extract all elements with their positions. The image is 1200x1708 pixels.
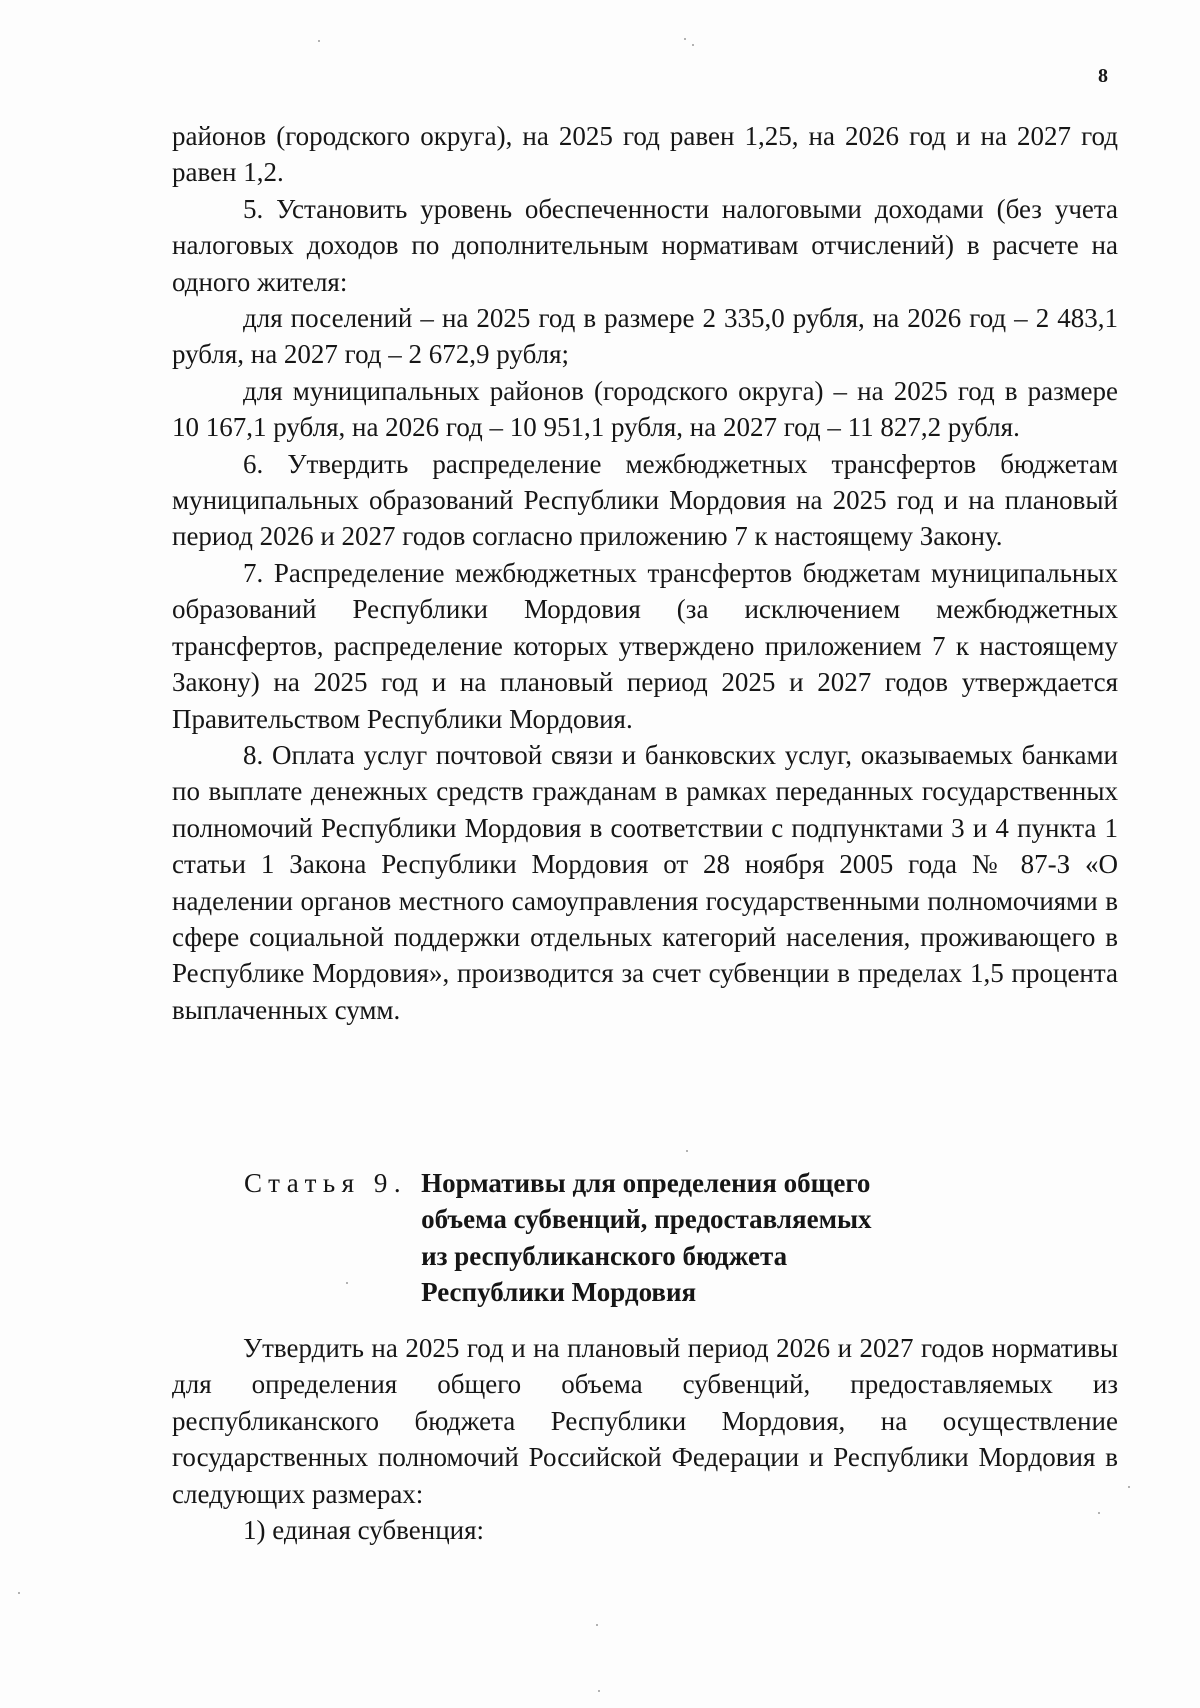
paragraph-item-6: 6. Утвердить распределение межбюджетных трансфертов бюджетам муниципальных образований Республики Мордовия на 2025 год и на плановый период 2026 и 2027 годов согласно приложению 7 к настоящему Закону.	[172, 448, 1118, 552]
scan-speck	[692, 44, 694, 46]
scan-speck	[684, 38, 686, 40]
page-number: 8	[1098, 65, 1108, 87]
paragraph-districts-level: для муниципальных районов (городского округа) – на 2025 год в размере 10 167,1 рубля, на 2026 год – 10 951,1 рубля, на 2027 год – 11 827,2 рубля.	[172, 375, 1118, 443]
paragraph-item-8: 8. Оплата услуг почтовой связи и банковских услуг, оказываемых банками по выплате денежных средств гражданам в рамках переданных государственных полномочий Республики Мордовия в соответствии с подпунктами 3 и 4 пункта 1 статьи 1 Закона Республики Мордовия от 28 ноября 2005 года № 87-З «О наделении органов местного самоуправления государственными полномочиями в сфере социальной поддержки отдельных категорий населения, проживающего в Республике Мордовия», производится за счет субвенции в пределах 1,5 процента выплаченных сумм.	[172, 739, 1118, 1025]
article-title-line: из республиканского бюджета	[421, 1240, 788, 1271]
scan-speck	[1098, 1512, 1100, 1514]
article-title-line: Республики Мордовия	[421, 1277, 697, 1308]
article-title-line: Нормативы для определения общего	[421, 1168, 871, 1198]
paragraph-single-subvention: 1) единая субвенция:	[243, 1515, 485, 1546]
paragraph-item-5: 5. Установить уровень обеспеченности налоговыми доходами (без учета налоговых доходов по дополнительным нормативам отчислений) в расчете на одного жителя:	[172, 193, 1118, 297]
article-title-line: объема субвенций, предоставляемых	[421, 1204, 872, 1235]
paragraph-norms-approval: Утвердить на 2025 год и на плановый период 2026 и 2027 годов нормативы для определения общего объема субвенций, предоставляемых из республиканского бюджета Республики Мордовия, на осуществление государственных полномочий Российской Федерации и Республики Мордовия в следующих размерах:	[172, 1333, 1118, 1509]
paragraph-settlements-level: для поселений – на 2025 год в размере 2 335,0 рубля, на 2026 год – 2 483,1 рубля, на 2027 год – 2 672,9 рубля;	[172, 303, 1118, 370]
body-text-bottom	[172, 1330, 1118, 1548]
scan-speck	[18, 1592, 20, 1594]
scan-speck	[596, 1624, 598, 1626]
article-title	[421, 1165, 901, 1311]
scan-speck	[598, 1690, 600, 1692]
article-label: Статья 9.	[244, 1168, 408, 1198]
scan-speck	[1128, 1486, 1130, 1488]
scan-speck	[346, 1282, 348, 1284]
article-heading	[244, 1165, 1044, 1311]
paragraph-continuation: районов (городского округа), на 2025 год равен 1,25, на 2026 год и на 2027 год равен 1,2.	[172, 121, 1118, 188]
scan-speck	[686, 1150, 688, 1152]
body-text-top	[172, 118, 1118, 1028]
scan-speck	[318, 40, 320, 42]
paragraph-item-7: 7. Распределение межбюджетных трансфертов бюджетам муниципальных образований Республики Мордовия (за исключением межбюджетных трансфертов, распределение которых утверждено приложением 7 к настоящему Закону) на 2025 год и на плановый период 2025 и 2027 годов утверждается Правительством Республики Мордовия.	[172, 557, 1118, 734]
